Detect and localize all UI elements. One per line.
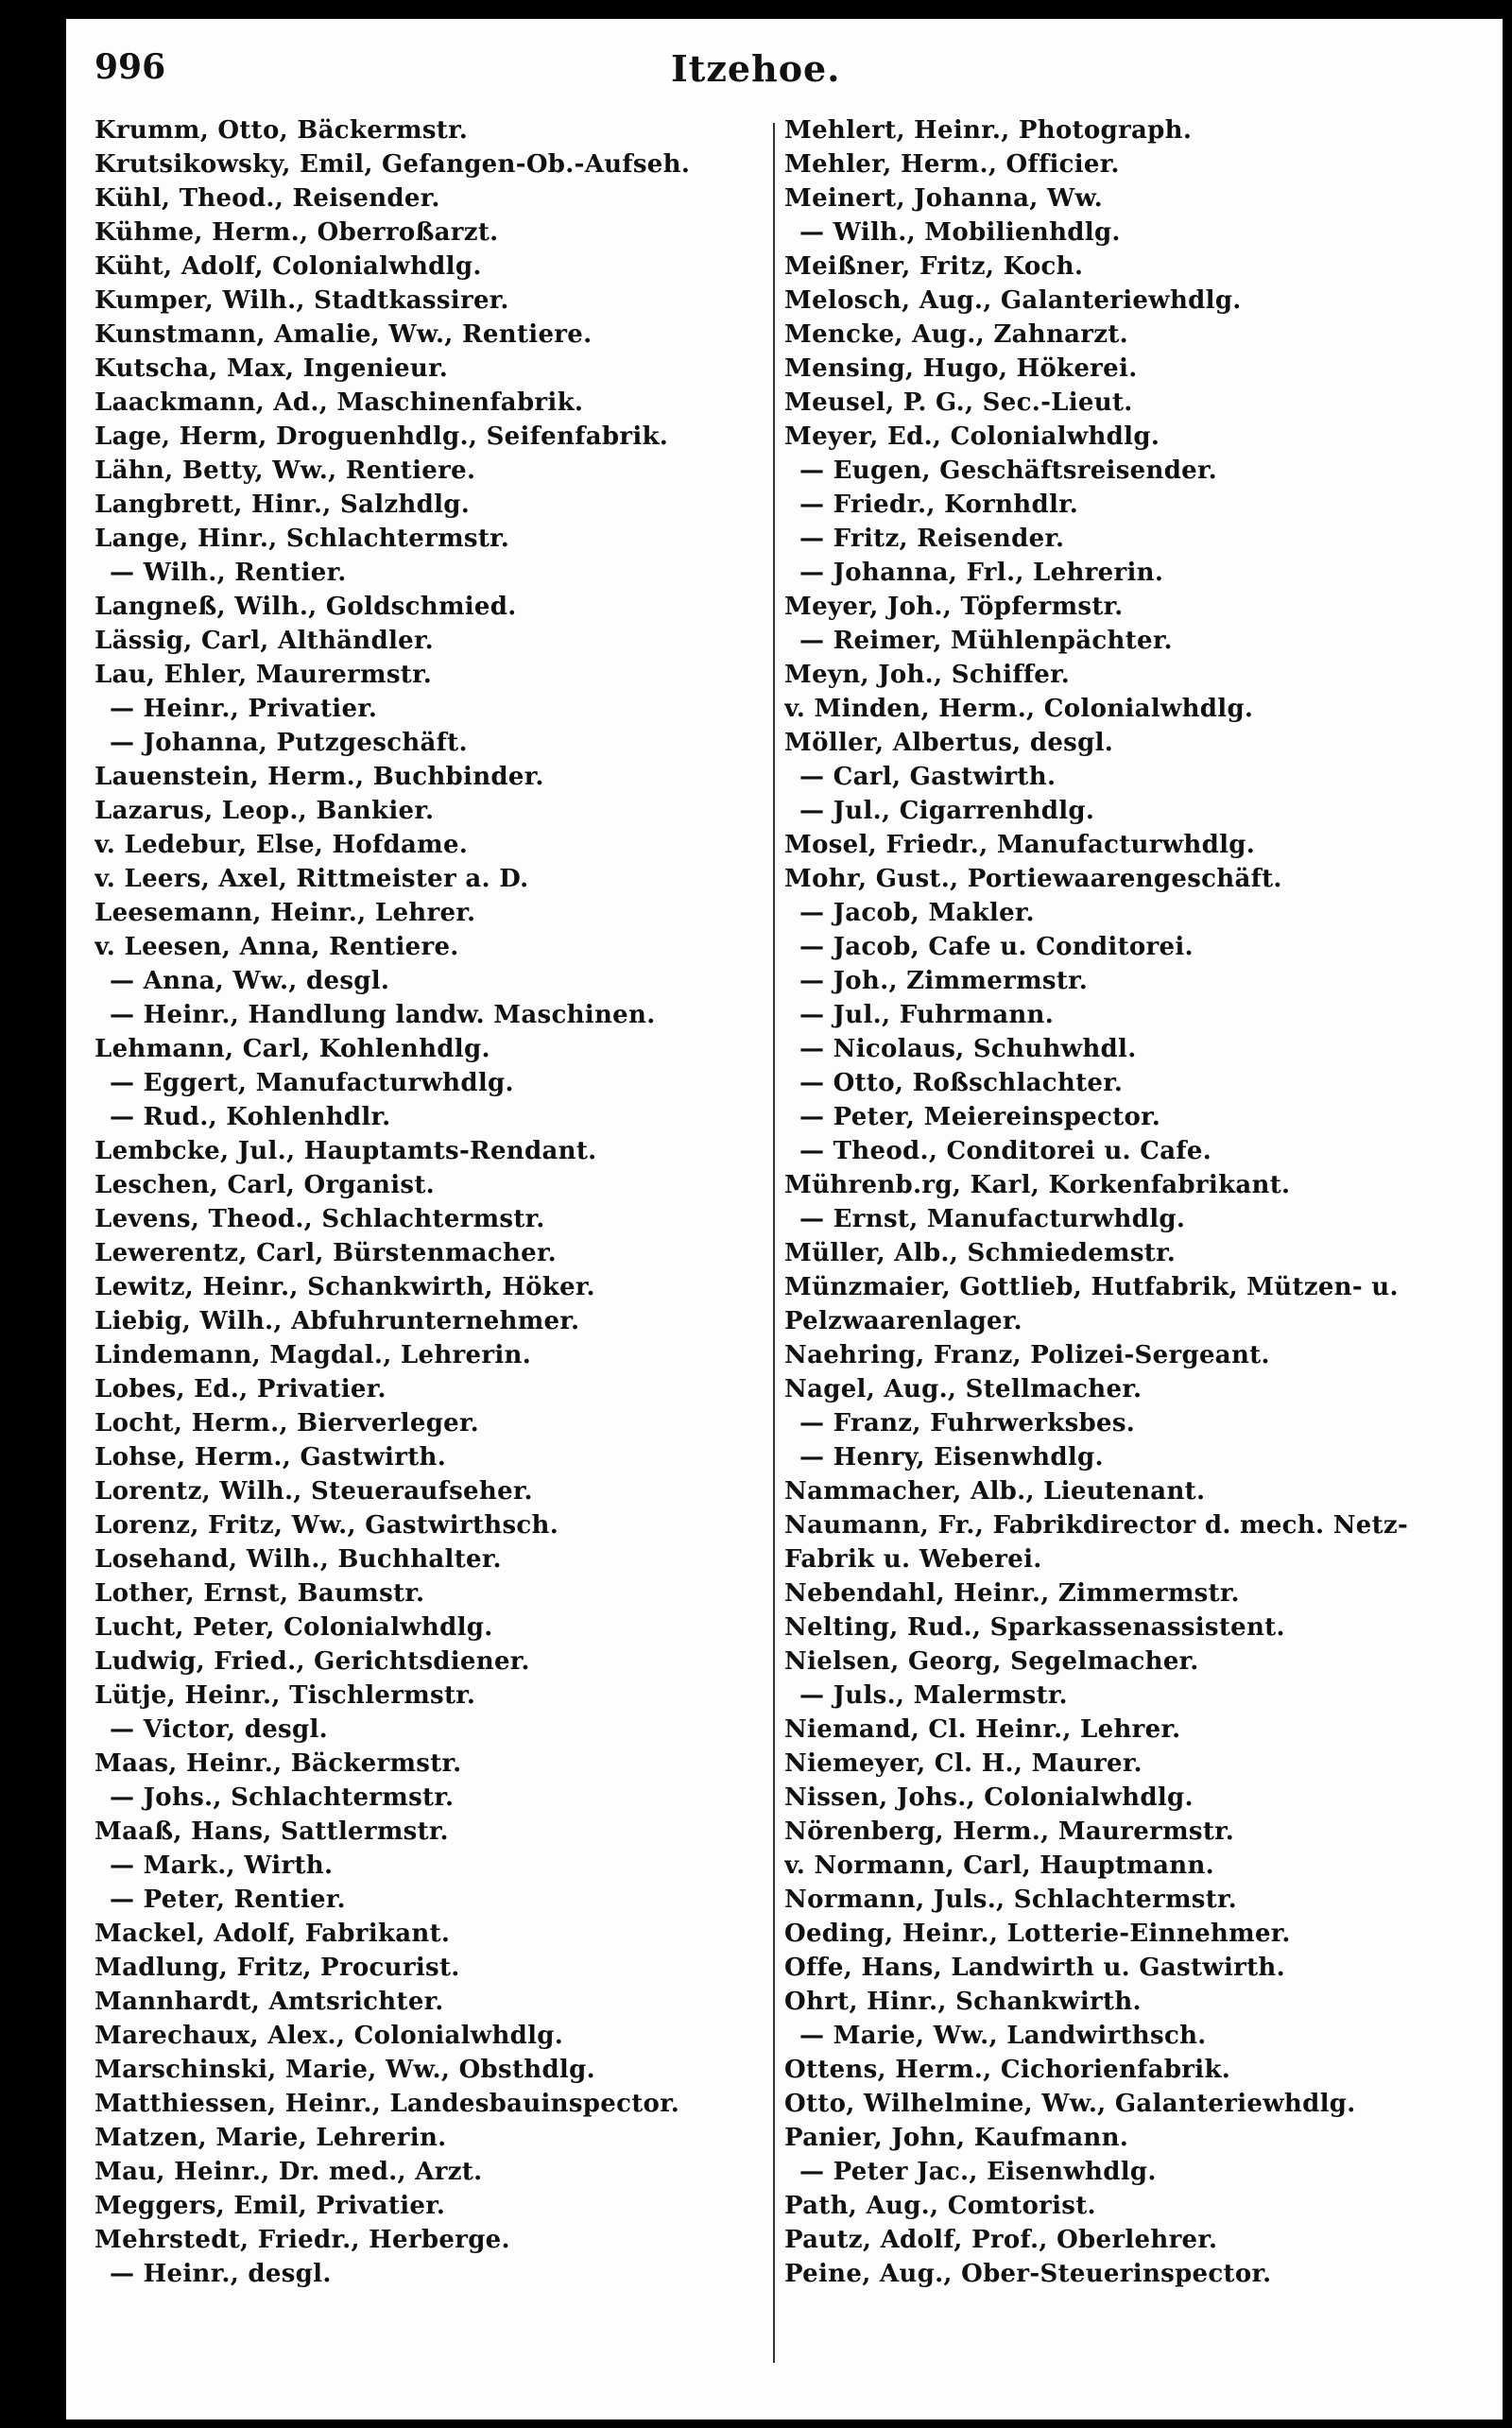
directory-entry: Meusel, P. G., Sec.-Lieut. (784, 388, 1133, 417)
directory-entry: — Franz, Fuhrwerksbes. (799, 1409, 1136, 1438)
directory-entry: Normann, Juls., Schlachtermstr. (784, 1886, 1237, 1914)
directory-entry: Lewitz, Heinr., Schankwirth, Höker. (94, 1273, 595, 1301)
directory-entry: — Rud., Kohlenhdlr. (110, 1103, 391, 1131)
directory-entry: Offe, Hans, Landwirth u. Gastwirth. (784, 1954, 1285, 1982)
directory-entry: Nagel, Aug., Stellmacher. (784, 1375, 1143, 1403)
directory-entry: Nörenberg, Herm., Maurermstr. (784, 1817, 1235, 1846)
directory-entry: — Otto, Roßschlachter. (799, 1069, 1124, 1097)
directory-entry: — Johanna, Frl., Lehrerin. (799, 559, 1164, 587)
directory-entry: — Peter, Meiereinspector. (799, 1103, 1161, 1131)
directory-entry: Matzen, Marie, Lehrerin. (94, 2124, 447, 2152)
directory-entry: Kumper, Wilh., Stadtkassirer. (94, 286, 509, 315)
directory-entry: Meyn, Joh., Schiffer. (784, 661, 1071, 689)
directory-entry: Nelting, Rud., Sparkassenassistent. (784, 1613, 1285, 1642)
directory-entry: — Peter Jac., Eisenwhdlg. (799, 2158, 1157, 2186)
directory-entry: Krutsikowsky, Emil, Gefangen-Ob.-Aufseh. (94, 150, 691, 179)
directory-entry: Mencke, Aug., Zahnarzt. (784, 320, 1129, 349)
directory-entry: — Friedr., Kornhdlr. (799, 491, 1079, 519)
directory-entry: — Anna, Ww., desgl. (110, 967, 390, 995)
directory-entry: — Eugen, Geschäftsreisender. (799, 456, 1217, 485)
directory-entry: Locht, Herm., Bierverleger. (94, 1409, 479, 1438)
directory-entry: Lewerentz, Carl, Bürstenmacher. (94, 1239, 557, 1267)
directory-entry: — Heinr., Privatier. (110, 695, 378, 723)
directory-entry: — Juls., Malermstr. (799, 1681, 1068, 1710)
directory-entry: — Nicolaus, Schuhwhdl. (799, 1035, 1137, 1063)
directory-entry: Mosel, Friedr., Manufacturwhdlg. (784, 831, 1256, 859)
directory-entry: Kunstmann, Amalie, Ww., Rentiere. (94, 320, 593, 349)
directory-entry: Maaß, Hans, Sattlermstr. (94, 1817, 449, 1846)
directory-entry: Mehler, Herm., Officier. (784, 150, 1120, 179)
directory-entry: Langbrett, Hinr., Salzhdlg. (94, 491, 471, 519)
directory-entry: Nielsen, Georg, Segelmacher. (784, 1647, 1199, 1676)
directory-entry: v. Minden, Herm., Colonialwhdlg. (784, 695, 1254, 723)
left-column (94, 113, 775, 2291)
directory-entry: Lässig, Carl, Althändler. (94, 627, 434, 655)
directory-entry: Naehring, Franz, Polizei-Sergeant. (784, 1341, 1270, 1369)
directory-entry: v. Leesen, Anna, Rentiere. (94, 933, 459, 961)
directory-entry: Maas, Heinr., Bäckermstr. (94, 1749, 462, 1778)
directory-entry: Levens, Theod., Schlachtermstr. (94, 1205, 545, 1233)
directory-entry: — Jul., Cigarrenhdlg. (799, 797, 1095, 825)
directory-entry: Ohrt, Hinr., Schankwirth. (784, 1988, 1142, 2016)
directory-entry: Otto, Wilhelmine, Ww., Galanteriewhdlg. (784, 2090, 1356, 2118)
directory-entry: Naumann, Fr., Fabrikdirector d. mech. Netz-Fabrik u. Weberei. (784, 1511, 1409, 1574)
directory-entry: Marechaux, Alex., Colonialwhdlg. (94, 2022, 564, 2050)
directory-entry: Lage, Herm, Droguenhdlg., Seifenfabrik. (94, 422, 669, 451)
directory-entry: Marschinski, Marie, Ww., Obsthdlg. (94, 2056, 595, 2084)
directory-entry: Meggers, Emil, Privatier. (94, 2192, 446, 2220)
directory-entry: Müller, Alb., Schmiedemstr. (784, 1239, 1177, 1267)
directory-entry: Path, Aug., Comtorist. (784, 2192, 1096, 2220)
directory-entry: Kühl, Theod., Reisender. (94, 184, 440, 213)
directory-entry: Mehlert, Heinr., Photograph. (784, 116, 1193, 145)
directory-entry: Leschen, Carl, Organist. (94, 1171, 436, 1199)
directory-entry: — Henry, Eisenwhdlg. (799, 1443, 1104, 1472)
directory-entry: Meinert, Johanna, Ww. (784, 184, 1103, 213)
directory-entry: — Wilh., Rentier. (110, 559, 347, 587)
directory-entry: — Heinr., desgl. (110, 2260, 332, 2288)
directory-entry: — Peter, Rentier. (110, 1886, 346, 1914)
directory-entry: Lembcke, Jul., Hauptamts-Rendant. (94, 1137, 597, 1165)
directory-entry: — Wilh., Mobilienhdlg. (799, 218, 1121, 247)
directory-entry: — Ernst, Manufacturwhdlg. (799, 1205, 1186, 1233)
page-number: 996 (94, 47, 166, 87)
directory-entry: Lucht, Peter, Colonialwhdlg. (94, 1613, 493, 1642)
directory-entry: Peine, Aug., Ober-Steuerinspector. (784, 2260, 1272, 2288)
directory-entry: — Fritz, Reisender. (799, 525, 1065, 553)
directory-entry: v. Normann, Carl, Hauptmann. (784, 1851, 1215, 1880)
directory-entry: — Jacob, Cafe u. Conditorei. (799, 933, 1194, 961)
directory-entry: Madlung, Fritz, Procurist. (94, 1954, 460, 1982)
right-column (784, 113, 1498, 2291)
directory-entry: v. Ledebur, Else, Hofdame. (94, 831, 469, 859)
directory-entry: Panier, John, Kaufmann. (784, 2124, 1129, 2152)
directory-entry: — Johs., Schlachtermstr. (110, 1783, 455, 1812)
directory-entry: Matthiessen, Heinr., Landesbauinspector. (94, 2090, 680, 2118)
directory-entry: Lorentz, Wilh., Steueraufseher. (94, 1477, 533, 1506)
directory-entry: Lauenstein, Herm., Buchbinder. (94, 763, 544, 791)
directory-entry: Lütje, Heinr., Tischlermstr. (94, 1681, 476, 1710)
directory-entry: Mührenb.rg, Karl, Korkenfabrikant. (784, 1171, 1291, 1199)
directory-entry: Kühme, Herm., Oberroßarzt. (94, 218, 499, 247)
directory-entry: Langneß, Wilh., Goldschmied. (94, 593, 517, 621)
directory-entry: Lähn, Betty, Ww., Rentiere. (94, 456, 476, 485)
directory-entry: Küht, Adolf, Colonialwhdlg. (94, 252, 482, 281)
directory-entry: Lother, Ernst, Baumstr. (94, 1579, 425, 1608)
directory-entry: — Jul., Fuhrmann. (799, 1001, 1055, 1029)
directory-entry: Lohse, Herm., Gastwirth. (94, 1443, 447, 1472)
directory-entry: Lobes, Ed., Privatier. (94, 1375, 387, 1403)
directory-entry: Meißner, Fritz, Koch. (784, 252, 1084, 281)
directory-entry: Lazarus, Leop., Bankier. (94, 797, 435, 825)
directory-entry: Pautz, Adolf, Prof., Oberlehrer. (784, 2226, 1218, 2254)
directory-entry: Mensing, Hugo, Hökerei. (784, 354, 1138, 383)
directory-entry: Lindemann, Magdal., Lehrerin. (94, 1341, 532, 1369)
directory-entry: Krumm, Otto, Bäckermstr. (94, 116, 469, 145)
directory-entry: Lau, Ehler, Maurermstr. (94, 661, 433, 689)
directory-entry: v. Leers, Axel, Rittmeister a. D. (94, 865, 529, 893)
directory-entry: Meyer, Joh., Töpfermstr. (784, 593, 1124, 621)
directory-entry: Ludwig, Fried., Gerichtsdiener. (94, 1647, 530, 1676)
directory-entry: Lehmann, Carl, Kohlenhdlg. (94, 1035, 490, 1063)
directory-entry: — Johanna, Putzgeschäft. (110, 729, 468, 757)
directory-entry: Liebig, Wilh., Abfuhrunternehmer. (94, 1307, 580, 1335)
directory-entry: — Theod., Conditorei u. Cafe. (799, 1137, 1212, 1165)
directory-entry: Niemeyer, Cl. H., Maurer. (784, 1749, 1143, 1778)
directory-entry: Kutscha, Max, Ingenieur. (94, 354, 449, 383)
directory-entry: Lange, Hinr., Schlachtermstr. (94, 525, 510, 553)
directory-entry: Mohr, Gust., Portiewaarengeschäft. (784, 865, 1282, 893)
directory-entry: — Victor, desgl. (110, 1715, 329, 1744)
directory-entry: Niemand, Cl. Heinr., Lehrer. (784, 1715, 1181, 1744)
directory-entry: Lorenz, Fritz, Ww., Gastwirthsch. (94, 1511, 559, 1540)
directory-entry: Laackmann, Ad., Maschinenfabrik. (94, 388, 584, 417)
directory-entry: — Reimer, Mühlenpächter. (799, 627, 1173, 655)
directory-entry: Meyer, Ed., Colonialwhdlg. (784, 422, 1160, 451)
directory-entry: — Carl, Gastwirth. (799, 763, 1057, 791)
directory-entry: — Mark., Wirth. (110, 1851, 334, 1880)
directory-entry: — Jacob, Makler. (799, 899, 1035, 927)
directory-entry: Mau, Heinr., Dr. med., Arzt. (94, 2158, 483, 2186)
directory-entry: Nissen, Johs., Colonialwhdlg. (784, 1783, 1194, 1812)
page-title: Itzehoe. (671, 47, 841, 90)
directory-entry: Möller, Albertus, desgl. (784, 729, 1114, 757)
directory-entry: Nebendahl, Heinr., Zimmermstr. (784, 1579, 1240, 1608)
directory-entry: Nammacher, Alb., Lieutenant. (784, 1477, 1206, 1506)
directory-entry: Losehand, Wilh., Buchhalter. (94, 1545, 502, 1574)
directory-page (66, 19, 1503, 2419)
directory-entry: Melosch, Aug., Galanteriewhdlg. (784, 286, 1242, 315)
directory-entry: — Heinr., Handlung landw. Maschinen. (110, 1001, 656, 1029)
directory-entry: Ottens, Herm., Cichorienfabrik. (784, 2056, 1231, 2084)
directory-entry: Leesemann, Heinr., Lehrer. (94, 899, 476, 927)
directory-entry: Mackel, Adolf, Fabrikant. (94, 1920, 451, 1948)
directory-entry: — Marie, Ww., Landwirthsch. (799, 2022, 1207, 2050)
directory-entry: Mannhardt, Amtsrichter. (94, 1988, 444, 2016)
directory-entry: Mehrstedt, Friedr., Herberge. (94, 2226, 510, 2254)
directory-entry: — Joh., Zimmermstr. (799, 967, 1089, 995)
directory-entry: Oeding, Heinr., Lotterie-Einnehmer. (784, 1920, 1291, 1948)
directory-entry: Münzmaier, Gottlieb, Hutfabrik, Mützen- u. Pelzwaarenlager. (784, 1273, 1399, 1335)
directory-entry: — Eggert, Manufacturwhdlg. (110, 1069, 514, 1097)
column-divider (773, 123, 775, 2363)
